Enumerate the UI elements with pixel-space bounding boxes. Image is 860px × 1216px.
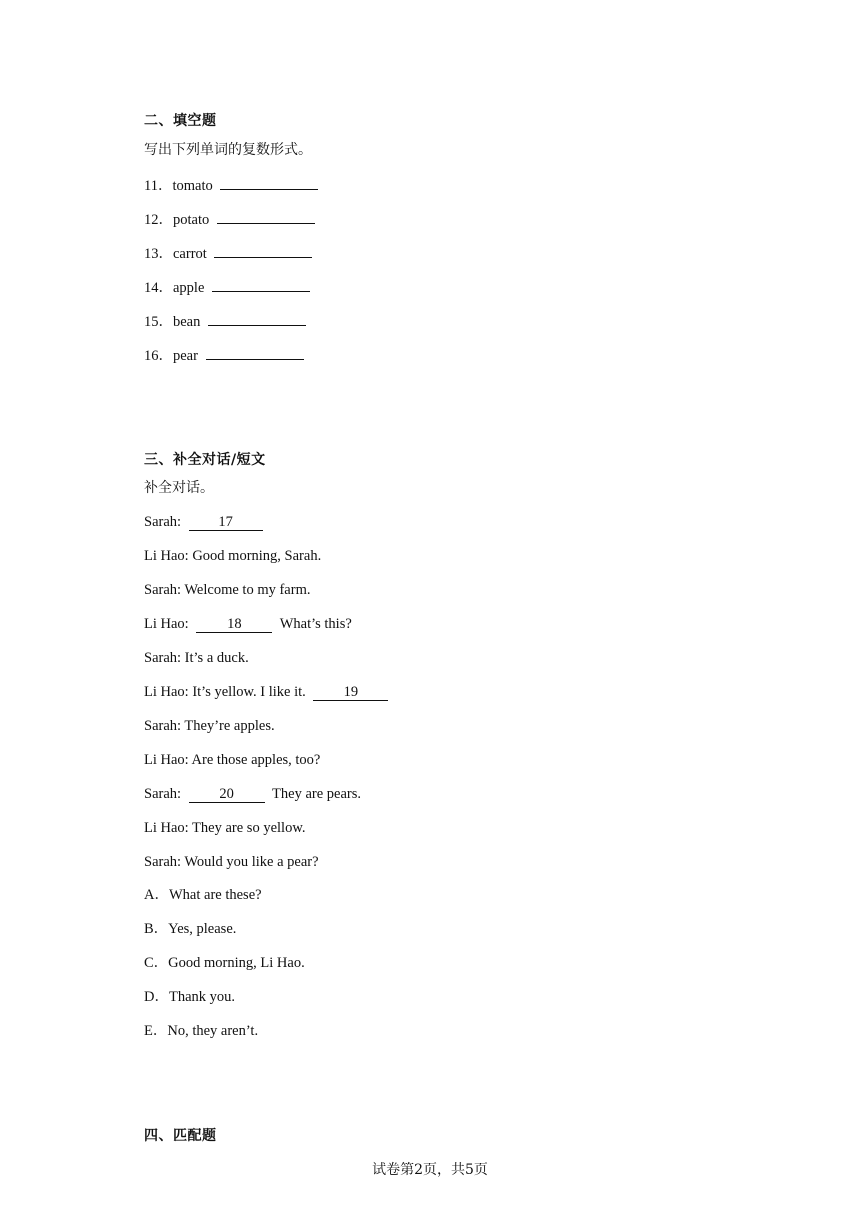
- question-item: [144, 311, 306, 331]
- dialogue-blank[interactable]: 17: [189, 514, 263, 531]
- question-word: tomato: [172, 178, 213, 194]
- question-word: carrot: [173, 246, 207, 262]
- dialogue-line: Li Hao: Good morning, Sarah.: [144, 548, 322, 564]
- dialogue-text: Sarah:: [144, 786, 185, 802]
- option-text: No, they aren’t.: [167, 1023, 259, 1039]
- option-item: [144, 954, 305, 972]
- question-item: [144, 345, 304, 365]
- dialogue-line: Sarah: Welcome to my farm.: [144, 582, 311, 598]
- option-letter: E．: [144, 1023, 168, 1039]
- question-number: 13．: [144, 246, 173, 262]
- answer-blank[interactable]: [220, 175, 318, 190]
- dialogue-text: Li Hao:: [144, 616, 193, 632]
- dialogue-line: Sarah: Would you like a pear?: [144, 854, 319, 870]
- question-word: potato: [173, 212, 210, 228]
- dialogue-text: They are pears.: [268, 786, 361, 802]
- option-text: Thank you.: [168, 989, 236, 1005]
- page-footer: 试卷第2页，共5页: [372, 1162, 488, 1178]
- question-number: 14．: [144, 280, 173, 296]
- option-letter: B．: [144, 921, 169, 937]
- question-word: pear: [173, 348, 198, 364]
- answer-blank[interactable]: [206, 345, 304, 360]
- section-instruction-plural: 写出下列单词的复数形式。: [144, 142, 312, 158]
- answer-blank[interactable]: [212, 277, 310, 292]
- answer-blank[interactable]: [217, 209, 315, 224]
- dialogue-line: Sarah: It’s a duck.: [144, 650, 249, 666]
- dialogue-line: [144, 785, 361, 803]
- dialogue-text: Li Hao: It’s yellow. I like it.: [144, 684, 310, 700]
- dialogue-line: [144, 513, 263, 531]
- answer-blank[interactable]: [208, 311, 306, 326]
- dialogue-line: [144, 683, 388, 701]
- section-instruction-dialogue: 补全对话。: [144, 480, 214, 496]
- dialogue-line: Sarah: They’re apples.: [144, 718, 275, 734]
- option-text: Yes, please.: [168, 921, 237, 937]
- dialogue-blank[interactable]: 18: [196, 616, 272, 633]
- option-letter: D．: [144, 989, 169, 1005]
- dialogue-blank[interactable]: 19: [313, 684, 388, 701]
- question-item: [144, 209, 315, 229]
- section-heading-fill-in: 二、填空题: [144, 113, 217, 129]
- dialogue-line: Li Hao: Are those apples, too?: [144, 752, 321, 768]
- dialogue-text: What’s this?: [276, 616, 352, 632]
- dialogue-line: Li Hao: They are so yellow.: [144, 820, 306, 836]
- question-item: [144, 243, 312, 263]
- section-heading-dialogue: 三、补全对话/短文: [144, 452, 266, 468]
- section-heading-matching: 四、匹配题: [144, 1128, 217, 1144]
- option-text: Good morning, Li Hao.: [168, 955, 305, 971]
- option-item: [144, 1022, 258, 1040]
- question-item: [144, 277, 310, 297]
- option-letter: C．: [144, 955, 169, 971]
- question-number: 16．: [144, 348, 173, 364]
- option-text: What are these?: [168, 887, 262, 903]
- question-word: apple: [173, 280, 205, 296]
- question-number: 12．: [144, 212, 173, 228]
- dialogue-text: Sarah:: [144, 514, 185, 530]
- option-item: [144, 988, 235, 1006]
- answer-blank[interactable]: [214, 243, 312, 258]
- question-item: [144, 175, 318, 195]
- dialogue-blank[interactable]: 20: [189, 786, 265, 803]
- question-word: bean: [173, 314, 201, 330]
- option-item: [144, 886, 262, 904]
- option-letter: A．: [144, 887, 169, 903]
- question-number: 11．: [144, 178, 173, 194]
- dialogue-line: [144, 615, 352, 633]
- question-number: 15．: [144, 314, 173, 330]
- option-item: [144, 920, 236, 938]
